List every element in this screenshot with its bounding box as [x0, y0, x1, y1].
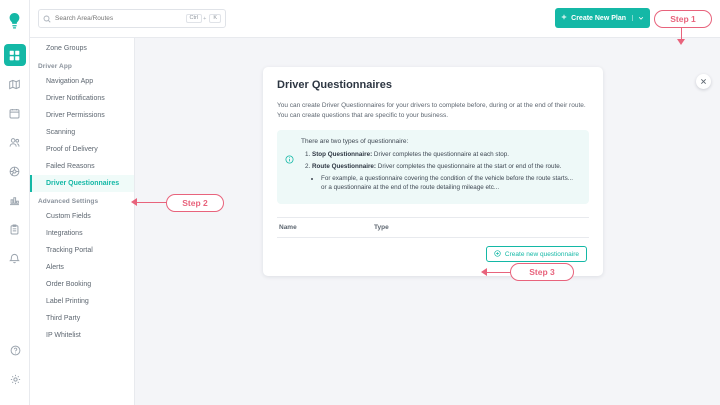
- column-header-type: Type: [374, 224, 389, 232]
- sidebar-item-alerts[interactable]: [4, 247, 26, 269]
- chevron-down-icon[interactable]: [632, 15, 644, 21]
- questionnaires-table-header: [277, 217, 589, 238]
- annotation-step-3: Step 3: [510, 263, 574, 281]
- create-new-questionnaire-label: Create new questionnaire: [504, 250, 579, 258]
- subnav-item-driver-questionnaires[interactable]: Driver Questionnaires: [30, 175, 134, 192]
- annotation-step-2: Step 2: [166, 194, 224, 212]
- subnav-item-tracking-portal[interactable]: Tracking Portal: [46, 247, 93, 254]
- help-icon[interactable]: [4, 339, 26, 361]
- lightbulb-logo: [4, 8, 26, 34]
- subnav-item-third-party[interactable]: Third Party: [46, 315, 81, 322]
- sidebar-item-routes[interactable]: [4, 73, 26, 95]
- create-new-plan-button[interactable]: [555, 8, 650, 28]
- subnav-section-advanced-settings: Advanced Settings: [38, 198, 99, 205]
- list-item: • For example, a questionnaire covering the condition of the vehicle before the route starts... or a questionnaire at the end of the route detailing mileage etc...: [321, 174, 580, 194]
- annotation-step-2-arrow: [131, 198, 137, 206]
- subnav-item-driver-notifications[interactable]: Driver Notifications: [46, 95, 105, 102]
- sidebar-item-dashboard[interactable]: [4, 44, 26, 66]
- subnav-item-driver-permissions[interactable]: Driver Permissions: [46, 112, 105, 119]
- column-header-name: Name: [279, 224, 297, 232]
- stop-questionnaire-text: Driver completes the questionnaire at each stop.: [372, 151, 510, 159]
- sidebar-item-customers[interactable]: [4, 131, 26, 153]
- top-bar: [30, 0, 720, 38]
- subnav-item-failed-reasons[interactable]: Failed Reasons: [46, 163, 95, 170]
- subnav-item-zone-groups[interactable]: Zone Groups: [46, 45, 87, 52]
- info-icon: [285, 151, 294, 169]
- subnav-section-driver-app: Driver App: [38, 63, 72, 70]
- subnav-item-navigation-app[interactable]: Navigation App: [46, 78, 94, 85]
- annotation-step-2-line: [134, 202, 167, 203]
- annotation-step-3-line: [484, 272, 511, 273]
- kbd-plus: +: [203, 15, 207, 22]
- search-box[interactable]: [38, 9, 226, 28]
- page-title: Driver Questionnaires: [277, 79, 392, 91]
- annotation-step-3-arrow: [481, 268, 487, 276]
- stop-questionnaire-label: Stop Questionnaire:: [312, 151, 373, 159]
- subnav-item-proof-of-delivery[interactable]: Proof of Delivery: [46, 146, 98, 153]
- subnav-item-order-booking[interactable]: Order Booking: [46, 281, 92, 288]
- kbd-k: K: [209, 14, 221, 24]
- driver-questionnaires-card: [263, 67, 603, 276]
- create-new-questionnaire-button[interactable]: [486, 246, 587, 262]
- route-questionnaire-label: Route Questionnaire:: [312, 162, 377, 170]
- subnav-item-scanning[interactable]: Scanning: [46, 129, 76, 136]
- annotation-step-1-arrow: [677, 39, 685, 45]
- settings-subnav[interactable]: [30, 38, 135, 405]
- info-panel: [277, 130, 589, 204]
- questionnaire-type-list: [301, 150, 580, 193]
- route-questionnaire-text: Driver completes the questionnaire at the start or end of the route.: [376, 162, 562, 170]
- gear-icon[interactable]: [4, 368, 26, 390]
- card-description: You can create Driver Questionnaires for your drivers to complete before, during or at the end of their route. You can create questions that are specific to your business.: [277, 102, 586, 120]
- info-lead: There are two types of questionnaire:: [301, 138, 409, 146]
- plus-icon: [561, 14, 567, 22]
- close-icon[interactable]: [696, 74, 711, 89]
- sidebar-item-reports[interactable]: [4, 189, 26, 211]
- plus-circle-icon: [494, 250, 501, 259]
- create-new-plan-label: Create New Plan: [571, 14, 626, 22]
- subnav-item-custom-fields[interactable]: Custom Fields: [46, 213, 91, 220]
- list-item: [312, 150, 580, 160]
- route-questionnaire-examples: [312, 174, 580, 194]
- kbd-ctrl: Ctrl: [186, 14, 203, 24]
- icon-rail: [0, 0, 30, 405]
- subnav-item-label-printing[interactable]: Label Printing: [46, 298, 89, 305]
- subnav-item-alerts[interactable]: Alerts: [46, 264, 64, 271]
- rail-bottom-group: [0, 339, 30, 397]
- search-icon: [43, 15, 51, 23]
- list-item: [312, 162, 580, 193]
- content-area: [135, 38, 720, 405]
- sidebar-item-planning[interactable]: [4, 102, 26, 124]
- annotation-step-1: Step 1: [654, 10, 712, 28]
- subnav-item-ip-whitelist[interactable]: IP Whitelist: [46, 332, 81, 339]
- sidebar-item-drivers[interactable]: [4, 160, 26, 182]
- search-input[interactable]: [55, 15, 184, 22]
- sidebar-item-orders[interactable]: [4, 218, 26, 240]
- subnav-item-integrations[interactable]: Integrations: [46, 230, 83, 237]
